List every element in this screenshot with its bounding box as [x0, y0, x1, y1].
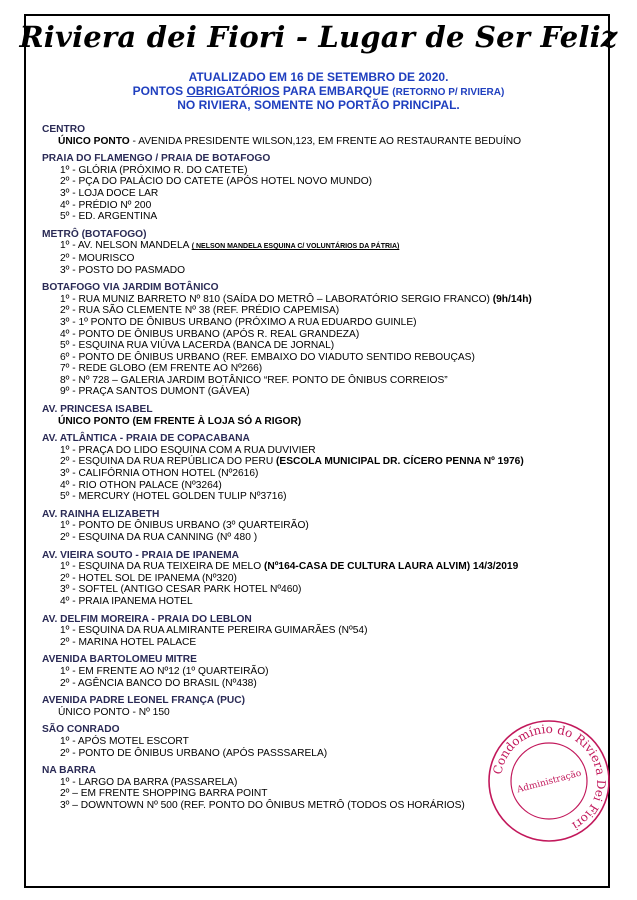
stop-text: 3º – DOWNTOWN Nº 500 (REF. PONTO DO ÔNIBUS METRÔ (TODOS OS HORÁRIOS) — [60, 799, 465, 811]
stop-item — [42, 240, 602, 253]
section-title: METRÔ (BOTAFOGO) — [42, 228, 147, 240]
header-text-a: PONTOS — [132, 84, 187, 98]
stop-item — [42, 520, 602, 532]
stop-item — [42, 625, 602, 637]
stop-text: 2º - PÇA DO PALÁCIO DO CATETE (APÓS HOTEL NOVO MUNDO) — [60, 176, 373, 188]
stop-item — [42, 200, 602, 212]
stop-text: 5º - ED. ARGENTINA — [60, 211, 158, 223]
stop-item — [42, 375, 602, 387]
section-title: AV. DELFIM MOREIRA - PRAIA DO LEBLON — [42, 613, 252, 625]
section-title: SÃO CONRADO — [42, 724, 120, 736]
stop-item — [42, 165, 602, 177]
stop-item — [42, 305, 602, 317]
stop-item — [42, 211, 602, 223]
stop-reference-note: ( NELSON MANDELA ESQUINA C/ VOLUNTÁRIOS DA PÁTRIA) — [191, 243, 400, 251]
section-title: AV. PRINCESA ISABEL — [42, 404, 153, 416]
stop-text: 2º - ESQUINA DA RUA CANNING (Nº 480 ) — [60, 532, 258, 543]
condominium-stamp — [484, 716, 614, 846]
stop-text: 2º - PONTO DE ÔNIBUS URBANO (APÓS PASSSARELA) — [60, 747, 328, 759]
section-title: AV. VIEIRA SOUTO - PRAIA DE IPANEMA — [42, 549, 239, 561]
stop-text: 2º - RUA SÃO CLEMENTE Nº 38 (REF. PRÉDIO CAPEMISA) — [60, 305, 340, 317]
section-title: AVENIDA BARTOLOMEU MITRE — [42, 654, 197, 666]
section-title: NA BARRA — [42, 765, 96, 777]
section — [42, 404, 602, 427]
stop-item — [42, 188, 602, 200]
section-title: BOTAFOGO VIA JARDIM BOTÂNICO — [42, 282, 219, 294]
stop-item — [42, 265, 602, 277]
stop-text: 1º - EM FRENTE AO Nº12 (1º QUARTEIRÃO) — [60, 665, 269, 677]
main-gate-line: NO RIVIERA, SOMENTE NO PORTÃO PRINCIPAL. — [177, 98, 460, 112]
stop-text: ÚNICO PONTO - Nº 150 — [58, 706, 170, 718]
single-stop-line — [42, 136, 602, 148]
stop-item — [42, 491, 602, 503]
stop-text: 8º - Nº 728 – GALERIA JARDIM BOTÂNICO “REF. PONTO DE ÔNIBUS CORREIOS” — [60, 374, 448, 386]
single-stop-line — [42, 416, 602, 428]
stops-list — [42, 124, 602, 817]
stop-text: 3º - 1º PONTO DE ÔNIBUS URBANO (PRÓXIMO A RUA EDUARDO GUINLE) — [60, 316, 417, 328]
section-title: AV. ATLÂNTICA - PRAIA DE COPACABANA — [42, 433, 250, 445]
section — [42, 614, 602, 649]
stop-text: 4º - PONTO DE ÔNIBUS URBANO (APÓS R. REAL GRANDEZA) — [60, 328, 360, 340]
section — [42, 654, 602, 689]
stop-text: 1º - ESQUINA DA RUA ALMIRANTE PEREIRA GUIMARÃES (Nº54) — [60, 625, 368, 637]
stop-item — [42, 561, 602, 573]
stop-item — [42, 363, 602, 375]
stop-text: 1º - RUA MUNIZ BARRETO Nº 810 (SAÍDA DO METRÔ – LABORATÓRIO SERGIO FRANCO) — [60, 293, 493, 305]
section-title: AV. RAINHA ELIZABETH — [42, 508, 160, 520]
stop-text: 1º - AV. NELSON MANDELA — [60, 240, 192, 252]
stop-text: 1º - LARGO DA BARRA (PASSARELA) — [60, 776, 238, 788]
section — [42, 509, 602, 544]
stop-item — [42, 637, 602, 649]
stop-text: 1º - APÓS MOTEL ESCORT — [60, 735, 189, 747]
section — [42, 229, 602, 276]
stop-item — [42, 596, 602, 608]
header-text-return: (RETORNO P/ RIVIERA) — [392, 87, 505, 98]
stop-item — [42, 456, 602, 468]
section-title: AVENIDA PADRE LEONEL FRANÇA (PUC) — [42, 695, 245, 707]
section — [42, 550, 602, 608]
stop-item — [42, 532, 602, 544]
stop-text: 9º - PRAÇA SANTOS DUMONT (GÁVEA) — [60, 386, 250, 398]
stop-text: 1º - PONTO DE ÔNIBUS URBANO (3º QUARTEIRÃO) — [60, 520, 309, 532]
stop-item — [42, 317, 602, 329]
section — [42, 124, 602, 147]
stop-text: 4º - RIO OTHON PALACE (Nº3264) — [60, 479, 222, 491]
section — [42, 282, 602, 398]
stop-text: 2º - MARINA HOTEL PALACE — [60, 636, 197, 648]
stop-text: 6º - PONTO DE ÔNIBUS URBANO (REF. EMBAIXO DO VIADUTO SENTIDO REBOUÇAS) — [60, 351, 475, 363]
stop-text: 2º – EM FRENTE SHOPPING BARRA POINT — [60, 788, 268, 800]
stop-item — [42, 573, 602, 585]
stop-text: 1º - GLÓRIA (PRÓXIMO R. DO CATETE) — [60, 164, 248, 176]
section — [42, 153, 602, 223]
stop-item — [42, 329, 602, 341]
single-stop-label: ÚNICO PONTO — [58, 135, 130, 147]
stop-reference-bold: (ESCOLA MUNICIPAL DR. CÍCERO PENNA Nº 1976) — [276, 456, 524, 468]
stop-text: 2º - AGÊNCIA BANCO DO BRASIL (Nº438) — [60, 677, 257, 689]
stop-item — [42, 445, 602, 457]
section-title: CENTRO — [42, 124, 86, 135]
stop-item — [42, 468, 602, 480]
stamp-ring-textpath: Condomínio do Riviera Dei Fiori — [490, 721, 609, 833]
document-title: Riviera dei Fiori - Lugar de Ser Feliz — [19, 20, 618, 54]
stop-text: 1º - ESQUINA DA RUA TEIXEIRA DE MELO — [60, 561, 264, 573]
section — [42, 695, 602, 718]
stop-item — [42, 480, 602, 492]
stop-text: 1º - PRAÇA DO LIDO ESQUINA COM A RUA DUVIVIER — [60, 444, 316, 456]
stop-item — [42, 678, 602, 690]
single-stop-label: ÚNICO PONTO — [58, 415, 130, 427]
stop-reference-bold: (9h/14h) — [492, 293, 532, 305]
stop-text: 2º - ESQUINA DA RUA REPÚBLICA DO PERU — [60, 456, 277, 468]
header-text-mandatory: OBRIGATÓRIOS — [186, 84, 280, 98]
section — [42, 433, 602, 503]
stop-text: 7º - REDE GLOBO (EM FRENTE AO Nº266) — [60, 363, 263, 375]
stop-text: 4º - PRAIA IPANEMA HOTEL — [60, 595, 193, 607]
single-stop-location: (EM FRENTE À LOJA SÓ A RIGOR) — [129, 415, 302, 427]
stop-text: 4º - PRÉDIO Nº 200 — [60, 199, 152, 211]
section-title: PRAIA DO FLAMENGO / PRAIA DE BOTAFOGO — [42, 153, 271, 165]
stop-item — [42, 176, 602, 188]
stop-item — [42, 253, 602, 265]
stop-item — [42, 294, 602, 306]
stop-text: 3º - SOFTEL (ANTIGO CESAR PARK HOTEL Nº460) — [60, 584, 302, 596]
stop-text: 3º - CALIFÓRNIA OTHON HOTEL (Nº2616) — [60, 468, 259, 480]
stop-item — [42, 340, 602, 352]
single-stop-location: - AVENIDA PRESIDENTE WILSON,123, EM FRENTE AO RESTAURANTE BEDUÍNO — [129, 135, 522, 147]
stop-item — [42, 666, 602, 678]
update-date-line: ATUALIZADO EM 16 DE SETEMBRO DE 2020. — [188, 70, 449, 84]
stop-text: 5º - ESQUINA RUA VIÚVA LACERDA (BANCA DE JORNAL) — [60, 340, 335, 352]
header-text-c: PARA EMBARQUE — [279, 84, 393, 98]
stop-text: 2º - HOTEL SOL DE IPANEMA (Nº320) — [60, 572, 237, 584]
stop-text: 2º - MOURISCO — [60, 252, 135, 264]
stop-text: 3º - POSTO DO PASMADO — [60, 264, 186, 276]
stop-text: 3º - LOJA DOCE LAR — [60, 187, 159, 199]
stop-text: 5º - MERCURY (HOTEL GOLDEN TULIP Nº3716) — [60, 491, 287, 503]
stop-item — [42, 352, 602, 364]
stamp-center-text: Administração — [516, 768, 583, 796]
stop-reference-bold: (Nº164-CASA DE CULTURA LAURA ALVIM) 14/3/2019 — [263, 561, 519, 573]
stop-item — [42, 584, 602, 596]
stop-item — [42, 386, 602, 398]
